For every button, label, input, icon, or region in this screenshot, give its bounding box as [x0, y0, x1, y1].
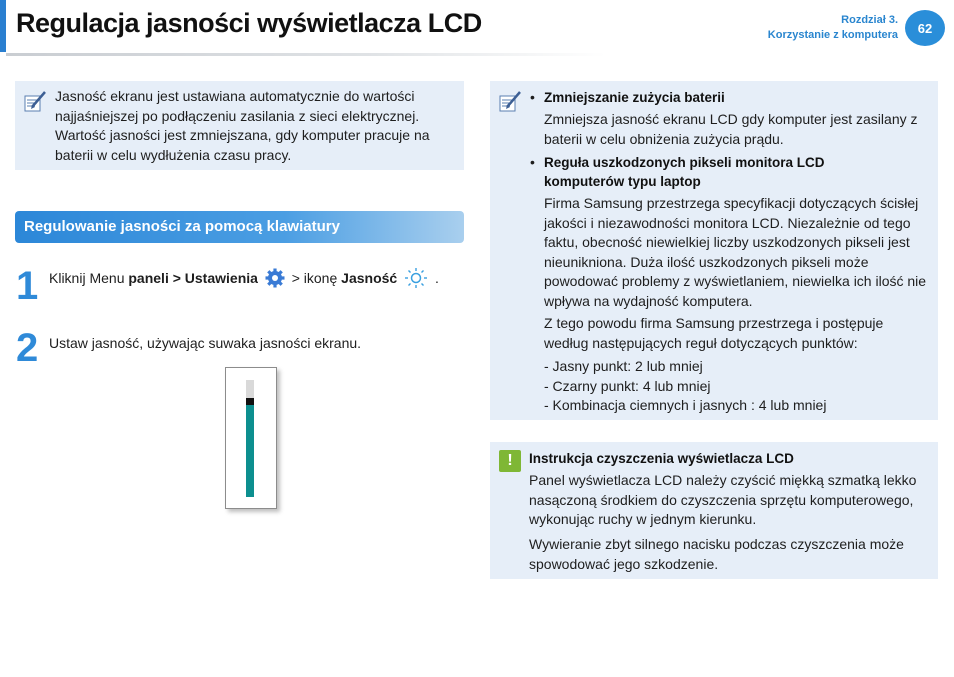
- brightness-slider-thumb[interactable]: [246, 398, 254, 405]
- step-1-target: Jasność: [341, 270, 398, 286]
- bullet-1-title: Zmniejszanie zużycia baterii: [544, 90, 725, 105]
- bullet-dot: •: [530, 89, 535, 105]
- step-1-path: paneli > Ustawienia: [128, 270, 258, 286]
- note-box-brightness: [15, 81, 464, 170]
- chapter-label: [768, 13, 898, 43]
- header-accent-bar: [0, 0, 6, 52]
- chapter-title: Korzystanie z komputera: [767, 29, 898, 41]
- step-2-text: Ustaw jasność, używając suwaka jasności ekranu.: [49, 335, 362, 351]
- warning-title: Instrukcja czyszczenia wyświetlacza LCD: [529, 451, 794, 466]
- list-item: - Kombinacja ciemnych i jasnych : 4 lub mniej: [544, 397, 827, 413]
- gear-icon: [264, 267, 286, 289]
- bullet-2-paragraph-2: Z tego powodu firma Samsung przestrzega i postępuje według następujących reguł dotyczących punktów:: [544, 315, 884, 351]
- brightness-icon: [404, 267, 428, 289]
- exclamation-icon: !: [499, 450, 521, 472]
- note-pencil-icon: [497, 88, 523, 114]
- note-text: Jasność ekranu jest ustawiana automatycznie do wartości najjaśniejszej po podłączeniu zasilania z sieci elektrycznej. Wartość jasności jest zmniejszana, gdy komputer pracuje na baterii w celu wydłużenia czasu pracy.: [55, 88, 430, 163]
- step-1-suffix: .: [434, 270, 439, 286]
- warning-paragraph-2: Wywieranie zbyt silnego nacisku podczas czyszczenia może spowodować jego szkodzenie.: [529, 536, 904, 572]
- list-item: - Czarny punkt: 4 lub mniej: [544, 377, 711, 394]
- section-title: Regulowanie jasności za pomocą klawiatury: [24, 218, 340, 235]
- note-box-lcd-info: [490, 81, 938, 420]
- note-pencil-icon: [22, 88, 48, 114]
- bullet-2-title: Reguła uszkodzonych pikseli monitora LCD komputerów typu laptop: [544, 155, 825, 189]
- chapter-number: Rozdział 3.: [841, 14, 898, 26]
- step-number-2: 2: [16, 326, 39, 370]
- warning-box-cleaning: [490, 442, 938, 579]
- list-item: - Jasny punkt: 2 lub mniej: [544, 358, 703, 374]
- brightness-slider-fill: [246, 405, 254, 497]
- section-heading: [15, 211, 464, 243]
- bullet-2-paragraph-1: Firma Samsung przestrzega specyfikacji dotyczących ścisłej jakości i niezawodności monitora LCD. Niezależnie od tego faktu, obecność niewielkiej liczby uszkodzonych pikseli jest nieunikniona. Duża ilość uszkodzonych pikseli może powodować problemy z wyświetlaniem, niewielka ich ilość nie wpływa na wydajność komputera.: [544, 195, 927, 309]
- bullet-1-text: Zmniejsza jasność ekranu LCD gdy komputer jest zasilany z baterii w celu obniżenia zużycia prądu.: [544, 111, 918, 147]
- step-number-1: 1: [16, 264, 39, 308]
- page-number-badge: 62: [905, 10, 945, 46]
- brightness-slider-track[interactable]: [246, 380, 254, 497]
- header-divider: [6, 53, 606, 56]
- page-title: Regulacja jasności wyświetlacza LCD: [16, 8, 482, 38]
- step-1-text: [49, 267, 439, 289]
- warning-paragraph-1: Panel wyświetlacza LCD należy czyścić miękką szmatką lekko nasączoną środkiem do czyszczenia sprzętu komputerowego, wykonując ruchy w jednym kierunku.: [529, 472, 917, 527]
- bullet-dot: •: [530, 154, 535, 170]
- step-1-prefix: Kliknij Menu: [49, 270, 129, 286]
- pixel-rules-list: [544, 357, 929, 416]
- step-1-middle: > ikonę: [291, 270, 342, 286]
- brightness-slider-panel: [225, 367, 277, 509]
